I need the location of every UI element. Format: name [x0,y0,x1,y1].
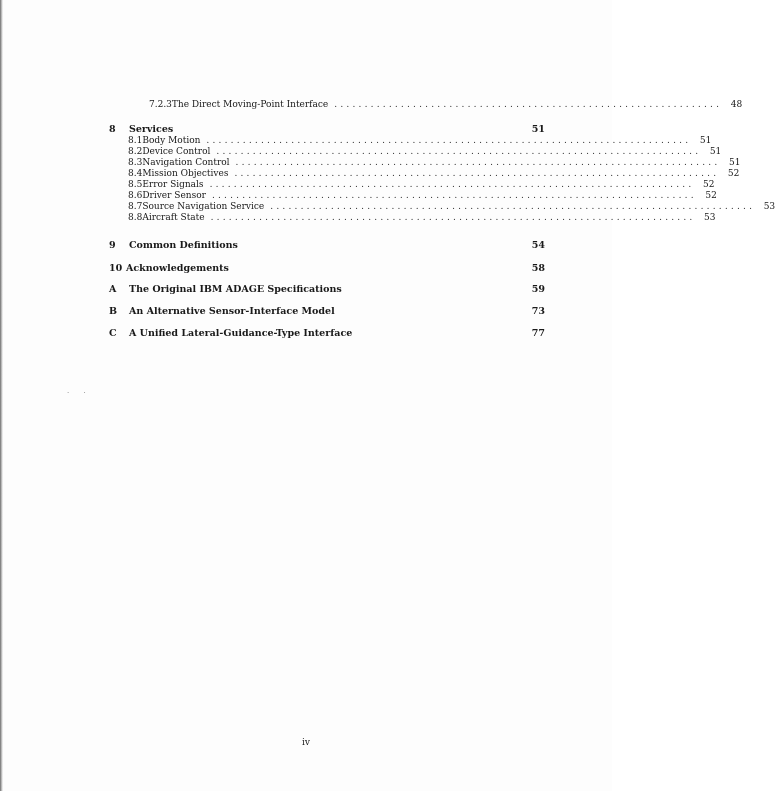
toc-entry-page: 59 [531,284,545,295]
toc-entry-number: A [109,284,117,295]
toc-section-9[interactable] [109,240,545,251]
toc-entry-8-7[interactable] [128,202,775,213]
toc-entry-number: 8.4 [128,169,143,179]
toc-entry-number: C [109,328,117,339]
page-number: iv [302,738,310,748]
toc-entry-8-6[interactable] [128,191,717,202]
toc-entry-page: 58 [531,263,545,274]
toc-section-10[interactable] [109,263,545,274]
dot-leader: ................................................................................ [270,202,756,212]
toc-entry-8-2[interactable] [128,147,722,158]
dot-leader: ................................................................................ [211,191,697,201]
toc-entry-number: 8.2 [128,147,143,157]
toc-entry-8-3[interactable] [128,158,741,169]
toc-entry-number: 8.8 [128,213,143,223]
toc-entry-title: Common Definitions [129,240,238,251]
toc-entry-title: An Alternative Sensor-Interface Model [129,306,335,317]
stray-scan-marks: . . [67,387,92,395]
toc-entry-page: 53 [763,202,775,212]
toc-entry-8-4[interactable] [128,169,740,180]
toc-entry-page: 51 [709,147,722,157]
toc-entry-title: Acknowledgements [126,263,229,274]
toc-entry-title: Body Motion [142,136,201,146]
toc-entry-page: 53 [704,213,716,223]
toc-entry-page: 51 [531,124,545,135]
toc-appendix-a[interactable] [109,284,545,295]
toc-entry-title: Driver Sensor [142,191,206,201]
toc-entry-title: The Original IBM ADAGE Specifications [129,284,342,295]
toc-entry-number: 7.2.3 [149,100,172,110]
toc-entry-page: 52 [705,191,717,201]
toc-entry-title: A Unified Lateral-Guidance-Type Interface [129,328,353,339]
toc-entry-number: 8 [109,124,116,135]
dot-leader: ................................................................ [334,100,723,110]
toc-entry-page: 51 [699,136,712,146]
toc-entry-title: Source Navigation Service [142,202,265,212]
toc-appendix-c[interactable] [109,328,545,339]
toc-entry-page: 52 [727,169,740,179]
toc-entry-7-2-3[interactable] [149,100,743,111]
toc-entry-number: 8.6 [128,191,143,201]
toc-entry-number: 9 [109,240,116,251]
toc-section-8[interactable] [109,124,545,135]
toc-entry-8-8[interactable] [128,213,716,224]
dot-leader: ................................................................................ [234,169,720,179]
toc-entry-number: 8.3 [128,158,143,168]
toc-entry-number: B [109,306,118,317]
toc-entry-title: Device Control [142,147,211,157]
toc-entry-page: 52 [702,180,715,190]
toc-entry-page: 73 [531,306,545,317]
toc-entry-title: Mission Objectives [142,169,229,179]
toc-entry-number: 8.1 [128,136,143,146]
toc-entry-page: 51 [728,158,741,168]
toc-appendix-b[interactable] [109,306,545,317]
toc-entry-title: Error Signals [142,180,204,190]
dot-leader: ................................................................................ [235,158,721,168]
toc-entry-title: Services [129,124,174,135]
toc-entry-title: Aircraft State [142,213,205,223]
toc-entry-page: 77 [531,328,545,339]
toc-entry-title: Navigation Control [142,158,230,168]
toc-entry-number: 10 [109,263,123,274]
toc-entry-8-1[interactable] [128,136,712,147]
dot-leader: ................................................................................ [206,136,692,146]
dot-leader: ................................................................................ [216,147,702,157]
toc-entry-8-5[interactable] [128,180,715,191]
toc-entry-number: 8.5 [128,180,143,190]
scan-edge-shadow [0,0,3,791]
toc-entry-page: 48 [730,100,743,110]
toc-entry-title: The Direct Moving-Point Interface [171,100,329,110]
toc-entry-number: 8.7 [128,202,143,212]
dot-leader: ................................................................................ [210,213,696,223]
dot-leader: ................................................................................ [209,180,695,190]
toc-entry-page: 54 [531,240,545,251]
